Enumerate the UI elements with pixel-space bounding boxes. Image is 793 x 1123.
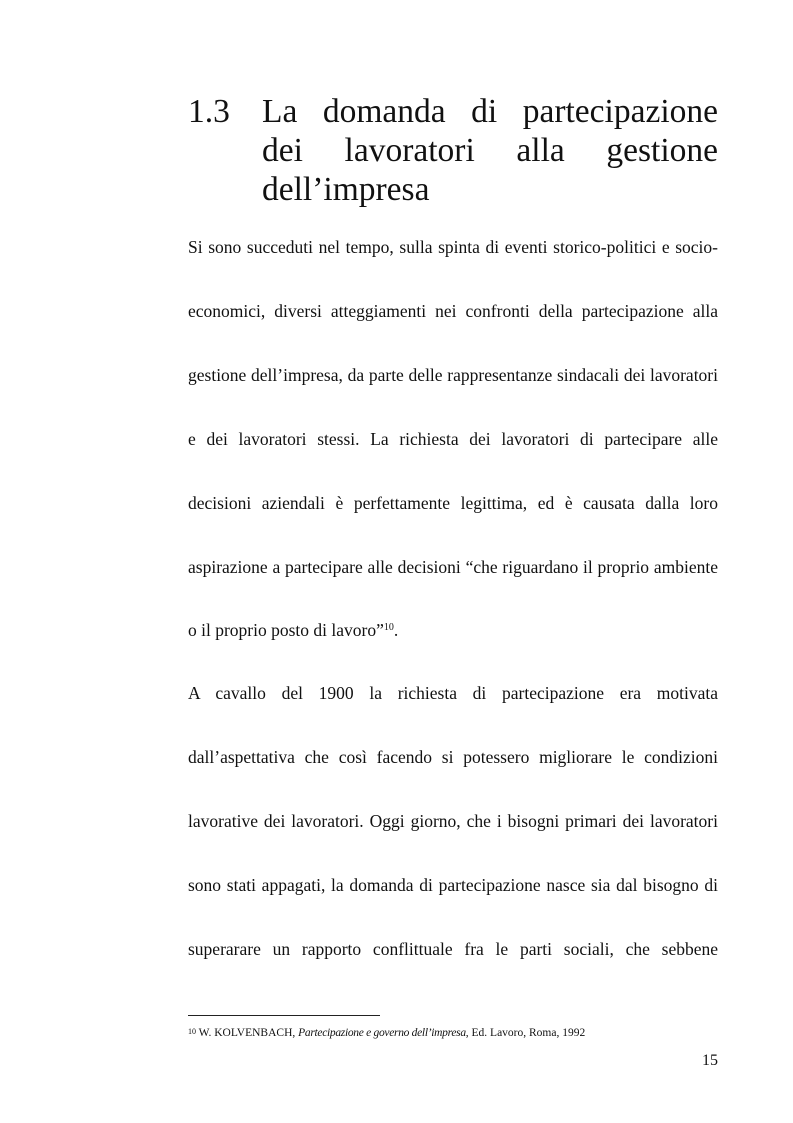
text-line: decisioni aziendali è perfettamente legittima, ed è causata dalla loro <box>188 493 718 513</box>
text-line-content: o il proprio posto di lavoro” <box>188 620 384 640</box>
text-line <box>188 620 718 640</box>
section-title-line: dell’impresa <box>262 171 430 208</box>
sentence-end: . <box>393 620 399 640</box>
text-line: Si sono succeduti nel tempo, sulla spinta di eventi storico-politici e socio- <box>188 237 718 257</box>
text-line: aspirazione a partecipare alle decisioni “che riguardano il proprio ambiente <box>188 557 718 577</box>
section-number: 1.3 <box>188 93 230 130</box>
footnote-publication: , Ed. Lavoro, Roma, 1992 <box>465 1027 586 1039</box>
footnote-number: 10 <box>188 1027 196 1036</box>
text-line: superarare un rapporto conflittuale fra le parti sociali, che sebbene <box>188 939 718 959</box>
text-line: gestione dell’impresa, da parte delle rappresentanze sindacali dei lavoratori <box>188 365 718 385</box>
text-line: e dei lavoratori stessi. La richiesta dei lavoratori di partecipare alle <box>188 429 718 449</box>
footnote-work-title: Partecipazione e governo dell’impresa <box>298 1027 466 1039</box>
section-title <box>262 92 718 209</box>
section-heading <box>188 92 718 209</box>
footnote-author: W. KOLVENBACH, <box>196 1027 299 1039</box>
footnote-reference[interactable]: 10 <box>383 622 394 633</box>
page-number: 15 <box>702 1052 718 1069</box>
text-line: A cavallo del 1900 la richiesta di partecipazione era motivata <box>188 683 718 703</box>
text-line: sono stati appagati, la domanda di partecipazione nasce sia dal bisogno di <box>188 875 718 895</box>
text-line: dall’aspettativa che così facendo si potessero migliorare le condizioni <box>188 747 718 767</box>
section-title-line: dei lavoratori alla gestione <box>262 132 718 169</box>
text-line: lavorative dei lavoratori. Oggi giorno, che i bisogni primari dei lavoratori <box>188 811 718 831</box>
footnote <box>188 1025 585 1040</box>
text-line: economici, diversi atteggiamenti nei confronti della partecipazione alla <box>188 301 718 321</box>
section-title-line: La domanda di partecipazione <box>262 93 718 130</box>
footnote-separator <box>188 1015 380 1016</box>
